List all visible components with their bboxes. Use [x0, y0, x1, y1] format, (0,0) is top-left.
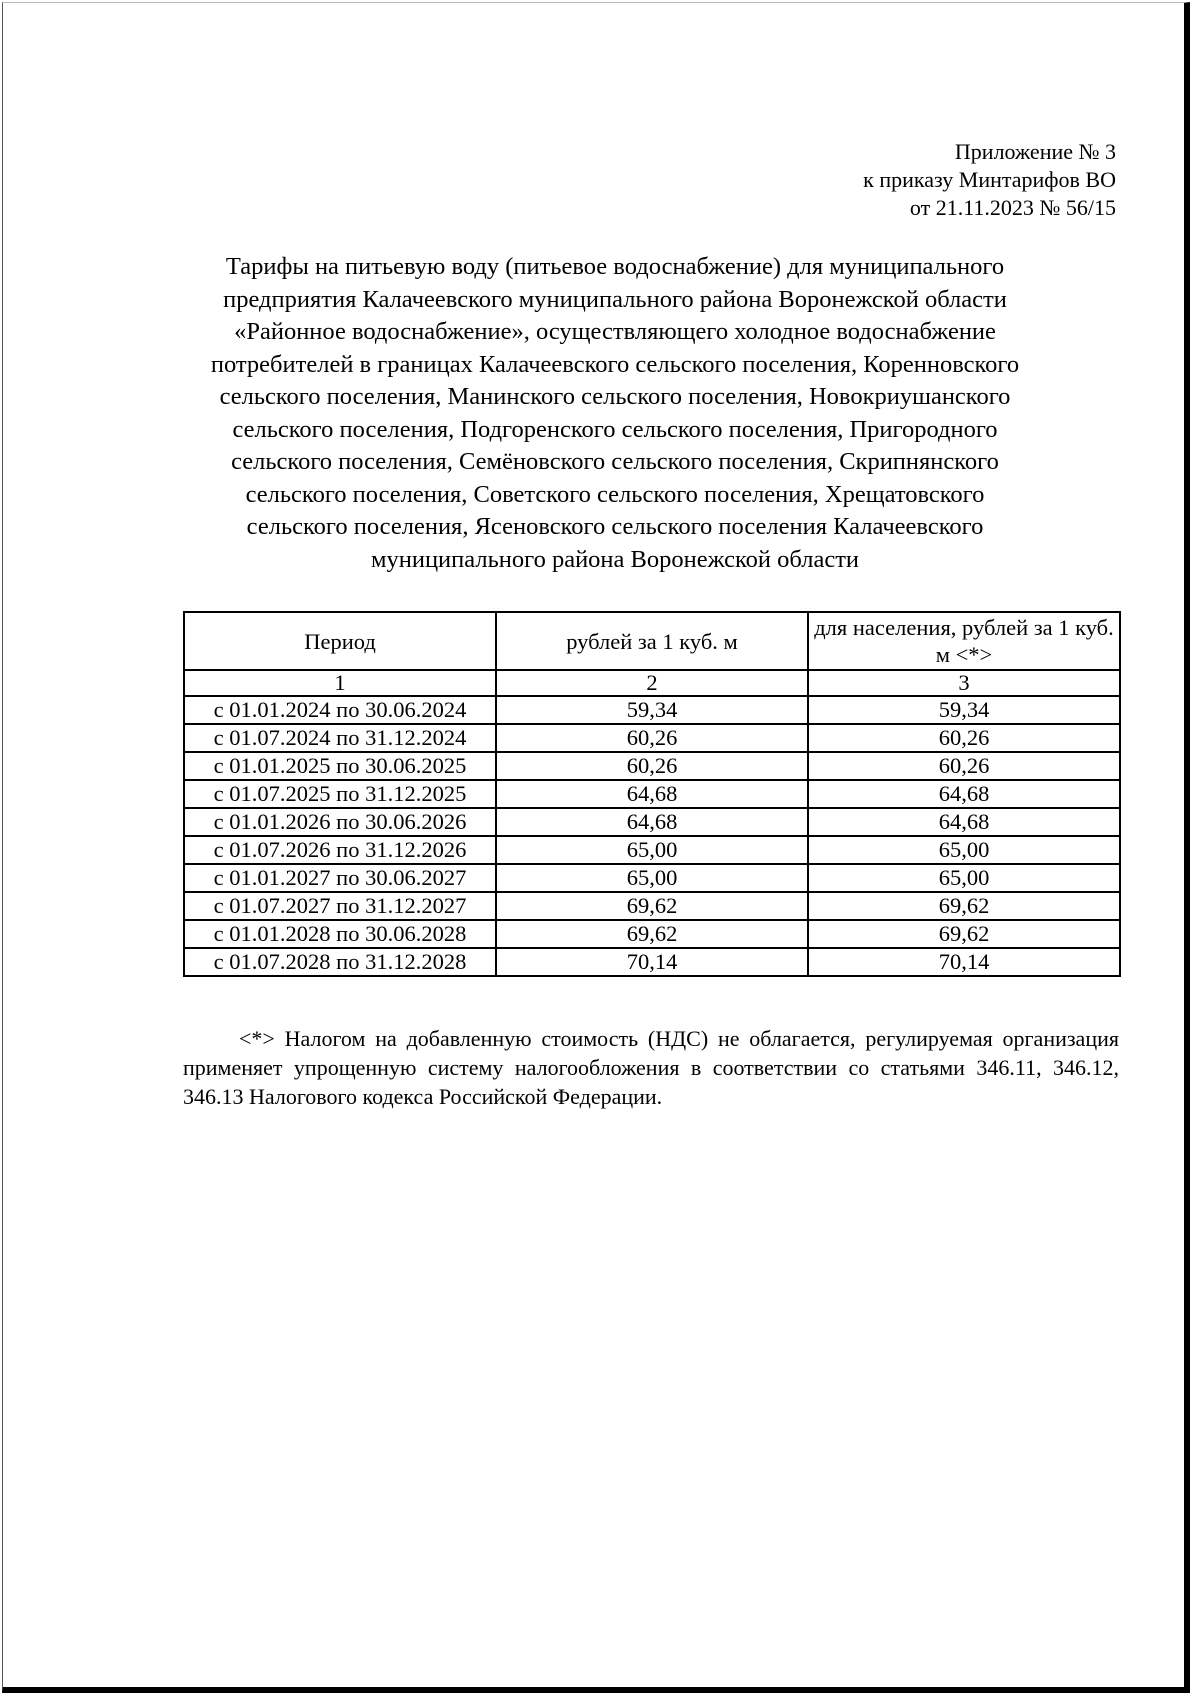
appendix-line-1: Приложение № 3: [954, 139, 1116, 164]
column-number: 2: [496, 670, 808, 696]
title-line: «Районное водоснабжение», осуществляющего холодное водоснабжение: [234, 318, 996, 345]
title-line: сельского поселения, Советского сельского поселения, Хрещатовского: [245, 480, 985, 508]
table-header-row: [184, 612, 1120, 670]
header-rubles-per-m3: рублей за 1 куб. м: [496, 612, 808, 670]
table-row: [184, 780, 1120, 808]
cell-tariff: 70,14: [496, 948, 808, 976]
table-row: [184, 808, 1120, 836]
column-number: 1: [184, 670, 496, 696]
cell-tariff: 60,26: [496, 724, 808, 752]
vat-footnote: <*> Налогом на добавленную стоимость (НДС) не облагается, регулируемая организация применяет упрощенную систему налогообложения в соответствии со статьями 346.11, 346.12, 346.13 Налогового кодекса Российской Федерации.: [183, 1026, 1119, 1109]
appendix-line-3: от 21.11.2023 № 56/15: [909, 195, 1116, 220]
table-row: [184, 948, 1120, 976]
document-title: [150, 251, 1080, 576]
table-row: [184, 892, 1120, 920]
cell-tariff-population: 65,00: [808, 836, 1120, 864]
cell-tariff: 69,62: [496, 920, 808, 948]
cell-tariff: 65,00: [496, 864, 808, 892]
cell-tariff-population: 69,62: [808, 892, 1120, 920]
cell-tariff: 64,68: [496, 780, 808, 808]
cell-period: с 01.01.2027 по 30.06.2027: [184, 864, 496, 892]
table-row: [184, 864, 1120, 892]
tariff-table: [183, 611, 1121, 977]
cell-tariff-population: 64,68: [808, 808, 1120, 836]
title-line: сельского поселения, Манинского сельского поселения, Новокриушанского: [219, 383, 1011, 410]
cell-tariff-population: 65,00: [808, 864, 1120, 892]
title-line: предприятия Калачеевского муниципального района Воронежской области: [223, 285, 1007, 313]
cell-tariff: 69,62: [496, 892, 808, 920]
title-line: сельского поселения, Подгоренского сельского поселения, Пригородного: [232, 415, 998, 443]
cell-period: с 01.01.2024 по 30.06.2024: [184, 696, 496, 724]
title-line: муниципального района Воронежской области: [370, 545, 860, 573]
table-row: [184, 920, 1120, 948]
title-line: потребителей в границах Калачеевского сельского поселения, Коренновского: [210, 350, 1020, 378]
cell-tariff-population: 60,26: [808, 724, 1120, 752]
cell-tariff-population: 59,34: [808, 696, 1120, 724]
cell-period: с 01.01.2028 по 30.06.2028: [184, 920, 496, 948]
cell-period: с 01.07.2028 по 31.12.2028: [184, 948, 496, 976]
cell-tariff-population: 60,26: [808, 752, 1120, 780]
cell-tariff-population: 70,14: [808, 948, 1120, 976]
cell-tariff-population: 64,68: [808, 780, 1120, 808]
table-row: [184, 836, 1120, 864]
cell-period: с 01.07.2024 по 31.12.2024: [184, 724, 496, 752]
cell-tariff: 65,00: [496, 836, 808, 864]
cell-tariff: 59,34: [496, 696, 808, 724]
appendix-line-2: к приказу Минтарифов ВО: [863, 167, 1116, 192]
cell-period: с 01.07.2027 по 31.12.2027: [184, 892, 496, 920]
table-row: [184, 752, 1120, 780]
cell-period: с 01.01.2026 по 30.06.2026: [184, 808, 496, 836]
cell-tariff: 60,26: [496, 752, 808, 780]
column-number: 3: [808, 670, 1120, 696]
title-line: Тарифы на питьевую воду (питьевое водоснабжение) для муниципального: [225, 253, 1005, 280]
header-period: Период: [184, 612, 496, 670]
table-row: [184, 696, 1120, 724]
cell-period: с 01.01.2025 по 30.06.2025: [184, 752, 496, 780]
appendix-note: [863, 138, 1116, 222]
table-row: [184, 724, 1120, 752]
cell-tariff: 64,68: [496, 808, 808, 836]
header-population-rubles-per-m3: для населения, рублей за 1 куб. м <*>: [808, 612, 1120, 670]
column-number-row: [184, 670, 1120, 696]
title-line: сельского поселения, Ясеновского сельского поселения Калачеевского: [246, 513, 984, 540]
cell-tariff-population: 69,62: [808, 920, 1120, 948]
title-line: сельского поселения, Семёновского сельского поселения, Скрипнянского: [231, 448, 999, 475]
cell-period: с 01.07.2026 по 31.12.2026: [184, 836, 496, 864]
cell-period: с 01.07.2025 по 31.12.2025: [184, 780, 496, 808]
